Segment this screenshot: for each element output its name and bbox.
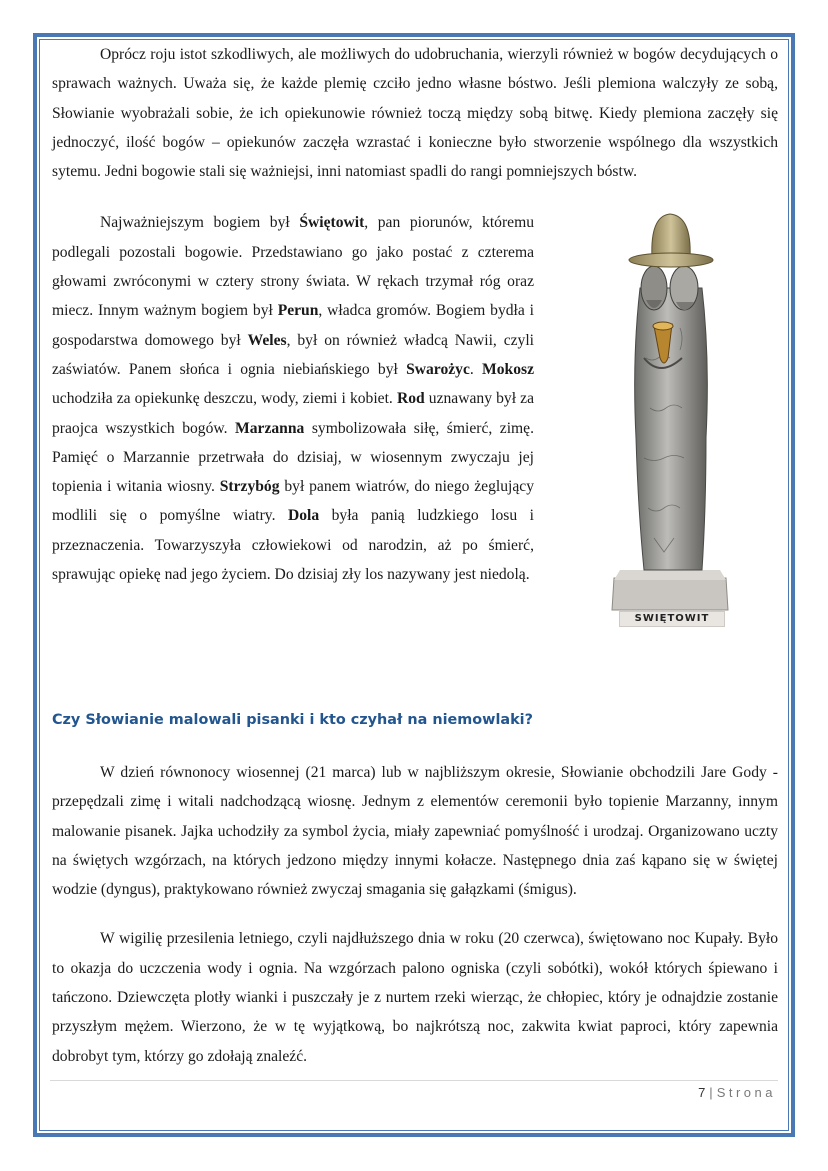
footer-label: Strona (716, 1085, 776, 1100)
footer-divider (50, 1080, 778, 1081)
paragraph-jare-gody: W dzień równonocy wiosennej (21 marca) lub w najbliższym okresie, Słowianie obchodzili Jare Gody - przepędzali zimę i witali nadchodzącą wiosnę. Jednym z elementów ceremonii było topienie Marzanny, innym malowanie pisanek. Jajka uchodziły za symbol życia, miały zapewniać pomyślność i urodzaj. Organizowano uczty na świętych wzgórzach, na których jedzono między innymi kołacze. Następnego dnia zaś kąpano się w świętej wodzie (dyngus), praktykowano również zwyczaj smagania się gałązkami (śmigus). (52, 764, 778, 899)
god-swietowit: Świętowit (299, 214, 365, 232)
footer-separator: | (709, 1085, 713, 1100)
celebrations-section (52, 758, 778, 1071)
god-swarozyc: Swarożyc (406, 360, 470, 378)
god-dola: Dola (287, 507, 320, 525)
gods-section (52, 208, 778, 628)
paragraph-gods: Najważniejszym bogiem był Świętowit, pan piorunów, któremu podlegali pozostali bogowie. Przedstawiano go jako postać z czterema głowami zwróconymi w cztery strony świata. W rękach trzymał róg oraz miecz. Innym ważnym bogiem był Perun, władca gromów. Bogiem bydła i gospodarstwa domowego był Weles, był on również władcą Nawii, czyli zaświatów. Panem słońca i ognia niebiańskiego był Swarożyc. Mokosz uchodziła za opiekunkę deszczu, wody, ziemi i kobiet. Rod uznawany był za praojca wszystkich bogów. Marzanna symbolizowała siłę, śmierć, zimę. Pamięć o Marzannie przetrwała do dzisiaj, w wiosennym zwyczaju jej topienia i witania wiosny. Strzybóg był panem wiatrów, do niego żeglujący modlili się o pomyślne wiatry. Dola była panią ludzkiego losu i przeznaczenia. Towarzyszyła człowiekowi od narodzin, aż po śmierć, sprawując opiekę nad jego życiem. Do dzisiaj zły los nazywany jest niedolą. (52, 214, 535, 584)
god-marzanna: Marzanna (235, 419, 305, 437)
god-strzybog: Strzybóg (219, 478, 280, 496)
page-content (52, 40, 778, 628)
god-rod: Rod (396, 390, 425, 408)
god-weles: Weles (247, 331, 287, 349)
paragraph-kupala: W wigilię przesilenia letniego, czyli najdłuższego dnia w roku (20 czerwca), świętowano noc Kupały. Było to okazja do uczczenia wody i ognia. Na wzgórzach palono ogniska (czyli sobótki), wokół których śpiewano i tańczono. Dziewczęta plotły wianki i puszczały je z nurtem rzeki wierząc, że chłopiec, który je odnajdzie zostanie przyszłym mężem. Wierzono, że w tę wyjątkową, bo najkrótszą noc, zakwita kwiat paproci, który zapewnia dobrobyt tym, którzy go zdołają znaleźć. (52, 930, 778, 1065)
page-footer (698, 1085, 776, 1100)
god-perun: Perun (277, 302, 319, 320)
statue-illustration (610, 208, 730, 632)
god-mokosz: Mokosz (482, 360, 534, 378)
statue-caption: SWIĘTOWIT (619, 611, 725, 627)
section-heading: Czy Słowianie malowali pisanki i kto czyhał na niemowlaki? (52, 712, 533, 728)
swietowit-statue-figure (610, 208, 774, 632)
paragraph-intro: Oprócz roju istot szkodliwych, ale możliwych do udobruchania, wierzyli również w bogów decydujących o sprawach ważnych. Uważa się, że każde plemię czciło jedno własne bóstwo. Jeśli plemiona walczyły ze sobą, Słowianie wyobrażali sobie, że ich opiekunowie również toczą między sobą bitwę. Kiedy plemiona zaczęły się jednoczyć, ilość bogów – opiekunów zaczęła wzrastać i konieczne było stworzenie wspólnego dla wszystkich sytemu. Jedni bogowie stali się ważniejsi, inni natomiast spadli do rangi pomniejszych bóstw. (52, 46, 778, 181)
page-number: 7 (698, 1085, 706, 1100)
